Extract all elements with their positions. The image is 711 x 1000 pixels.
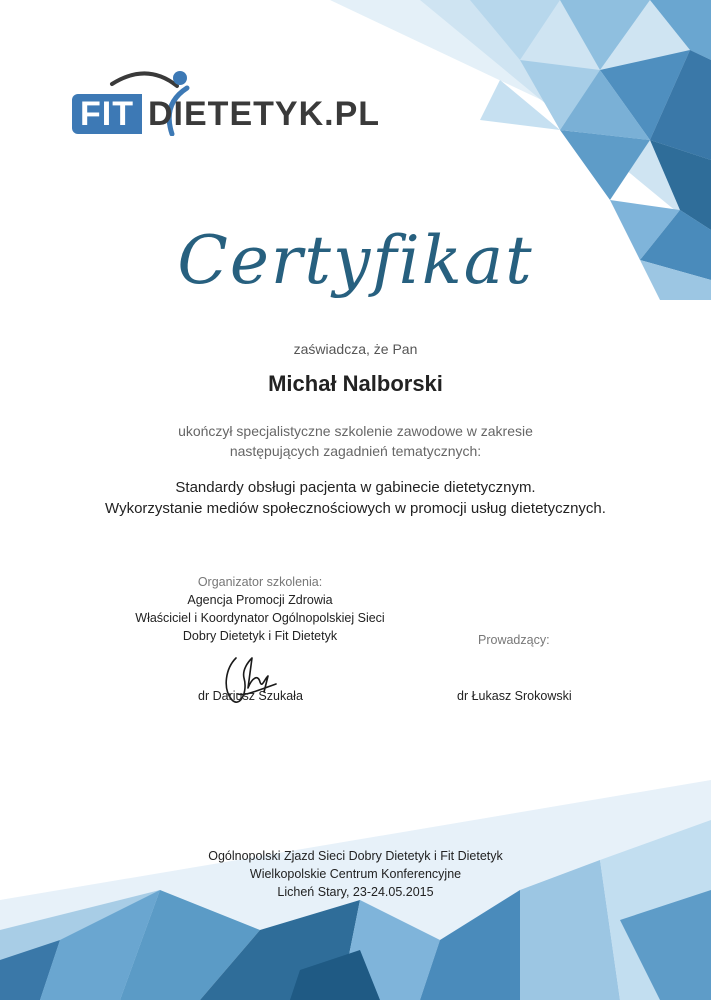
recipient-name: Michał Nalborski [268, 371, 443, 396]
organizer-signatory: dr Dariusz Szukała [198, 689, 303, 703]
topic-item: Wykorzystanie mediów społecznościowych w promocji usług dietetycznych. [105, 500, 606, 517]
organizer-block [110, 573, 410, 645]
leader-signatory: dr Łukasz Srokowski [457, 689, 572, 703]
fitdietetyk-logo [72, 64, 392, 144]
certifies-text: zaświadcza, że Pan [293, 341, 418, 357]
organizer-line: Agencja Promocji Zdrowia [187, 593, 333, 607]
organizer-line: Właściciel i Koordynator Ogólnopolskiej Sieci [135, 611, 385, 625]
footer-line: Ogólnopolski Zjazd Sieci Dobry Dietetyk i Fit Dietetyk [208, 849, 503, 863]
description-line: ukończył specjalistyczne szkolenie zawodowe w zakresie [178, 423, 533, 439]
description [0, 421, 711, 461]
leader-label: Prowadzący: [478, 633, 550, 647]
logo-fit-text: FIT [72, 94, 142, 134]
organizer-label: Organizator szkolenia: [197, 575, 323, 589]
event-footer [0, 847, 711, 901]
topic-item: Standardy obsługi pacjenta w gabinecie dietetycznym. [175, 479, 536, 496]
topics-list [0, 477, 711, 519]
description-line: następujących zagadnień tematycznych: [229, 443, 482, 459]
footer-line: Wielkopolskie Centrum Konferencyjne [249, 867, 462, 881]
certificate-title: Certyfikat [177, 222, 534, 299]
organizer-line: Dobry Dietetyk i Fit Dietetyk [182, 629, 338, 643]
logo-dietetyk-text: DIETETYK.PL [148, 95, 381, 133]
footer-line: Licheń Stary, 23-24.05.2015 [277, 885, 434, 899]
